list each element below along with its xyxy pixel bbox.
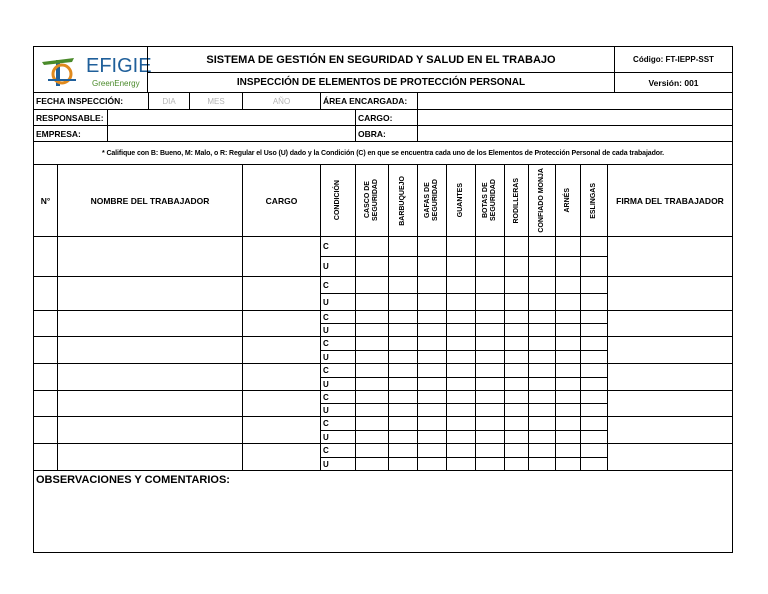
rating-cell[interactable] [504, 236, 529, 257]
row-no-cell[interactable] [33, 390, 58, 417]
logo-name: EFIGIE [86, 55, 152, 77]
rating-cell[interactable] [388, 310, 418, 324]
rating-cell[interactable] [355, 323, 389, 337]
row-no-cell[interactable] [33, 363, 58, 391]
row-cargo-cell[interactable] [242, 390, 321, 417]
rating-cell[interactable] [475, 293, 505, 311]
rating-cell[interactable] [528, 403, 556, 417]
rating-cell[interactable] [475, 310, 505, 324]
row-nombre-cell[interactable] [57, 276, 243, 311]
rating-cell[interactable] [528, 430, 556, 444]
rating-cell[interactable] [446, 363, 476, 378]
rating-cell[interactable] [475, 390, 505, 404]
rating-cell[interactable] [504, 390, 529, 404]
rating-cell[interactable] [388, 363, 418, 378]
rating-cell[interactable] [417, 416, 447, 431]
rating-cell[interactable] [528, 310, 556, 324]
ppe-header-label: RODILLERAS [512, 177, 520, 224]
rating-cell[interactable] [446, 443, 476, 458]
rating-cell[interactable] [580, 457, 608, 471]
rating-cell[interactable] [580, 430, 608, 444]
rating-cell[interactable] [528, 416, 556, 431]
rating-cell[interactable] [528, 276, 556, 294]
obra-label: OBRA: [355, 125, 418, 142]
rating-cell[interactable] [388, 276, 418, 294]
rating-cell[interactable] [417, 293, 447, 311]
rating-cell[interactable] [388, 236, 418, 257]
row-nombre-cell[interactable] [57, 443, 243, 471]
rating-cell[interactable] [555, 390, 581, 404]
ppe-header-label: CASCO DE SEGURIDAD [364, 179, 379, 222]
rating-cell[interactable] [355, 377, 389, 391]
row-cargo-cell[interactable] [242, 443, 321, 471]
rating-cell[interactable] [555, 293, 581, 311]
rating-cell[interactable] [555, 256, 581, 277]
ppe-header-9 [580, 164, 608, 237]
rating-cell[interactable] [417, 457, 447, 471]
rating-cell[interactable] [580, 293, 608, 311]
condition-u-cell: U [320, 293, 356, 311]
instruction-text: * Califique con B: Bueno, M: Malo, o R: Regular el Uso (U) dado y la Condición (C) en que se encuentra cada uno de los Elementos de Protección Personal de cada trabajador. [33, 141, 733, 165]
ppe-header-label: BOTAS DE SEGURIDAD [482, 179, 497, 222]
rating-cell[interactable] [555, 457, 581, 471]
rating-cell[interactable] [355, 403, 389, 417]
row-firma-cell[interactable] [607, 310, 733, 337]
col-cargo-header: CARGO [242, 164, 321, 237]
rating-cell[interactable] [417, 256, 447, 277]
row-firma-cell[interactable] [607, 363, 733, 391]
condition-c-cell: C [320, 336, 356, 351]
row-no-cell[interactable] [33, 310, 58, 337]
rating-cell[interactable] [475, 276, 505, 294]
rating-cell[interactable] [475, 323, 505, 337]
rating-cell[interactable] [388, 416, 418, 431]
row-cargo-cell[interactable] [242, 416, 321, 444]
rating-cell[interactable] [555, 276, 581, 294]
rating-cell[interactable] [417, 236, 447, 257]
doc-code: Código: FT-IEPP-SST [614, 46, 733, 73]
rating-cell[interactable] [555, 336, 581, 351]
ppe-header-5 [475, 164, 505, 237]
rating-cell[interactable] [355, 350, 389, 364]
rating-cell[interactable] [528, 363, 556, 378]
rating-cell[interactable] [417, 403, 447, 417]
row-no-cell[interactable] [33, 443, 58, 471]
rating-cell[interactable] [555, 363, 581, 378]
rating-cell[interactable] [555, 416, 581, 431]
ppe-header-label: ESLINGAS [590, 182, 597, 219]
rating-cell[interactable] [580, 323, 608, 337]
page-subtitle: INSPECCIÓN DE ELEMENTOS DE PROTECCIÓN PERSONAL [147, 72, 615, 93]
rating-cell[interactable] [528, 236, 556, 257]
cargo-label: CARGO: [355, 109, 418, 126]
empresa-field[interactable] [107, 125, 356, 142]
rating-cell[interactable] [355, 363, 389, 378]
rating-cell[interactable] [475, 443, 505, 458]
ppe-header-0 [320, 164, 356, 237]
rating-cell[interactable] [446, 377, 476, 391]
rating-cell[interactable] [580, 390, 608, 404]
condition-c-cell: C [320, 276, 356, 294]
rating-cell[interactable] [528, 323, 556, 337]
rating-cell[interactable] [504, 256, 529, 277]
rating-cell[interactable] [580, 276, 608, 294]
rating-cell[interactable] [388, 293, 418, 311]
condition-u-cell: U [320, 377, 356, 391]
logo-icon [38, 50, 78, 90]
row-cargo-cell[interactable] [242, 310, 321, 337]
row-nombre-cell[interactable] [57, 236, 243, 277]
ppe-header-3 [417, 164, 447, 237]
rating-cell[interactable] [555, 430, 581, 444]
doc-version: Versión: 001 [614, 72, 733, 93]
rating-cell[interactable] [528, 350, 556, 364]
ppe-header-8 [555, 164, 581, 237]
rating-cell[interactable] [555, 323, 581, 337]
anio-field[interactable]: AÑO [242, 92, 321, 110]
rating-cell[interactable] [417, 363, 447, 378]
condition-u-cell: U [320, 323, 356, 337]
rating-cell[interactable] [504, 310, 529, 324]
row-firma-cell[interactable] [607, 276, 733, 311]
rating-cell[interactable] [475, 363, 505, 378]
rating-cell[interactable] [446, 323, 476, 337]
rating-cell[interactable] [504, 403, 529, 417]
responsable-field[interactable] [107, 109, 356, 126]
rating-cell[interactable] [475, 416, 505, 431]
observaciones-box[interactable] [33, 470, 733, 553]
rating-cell[interactable] [355, 430, 389, 444]
condition-c-cell: C [320, 236, 356, 257]
rating-cell[interactable] [446, 430, 476, 444]
row-no-cell[interactable] [33, 276, 58, 311]
rating-cell[interactable] [355, 390, 389, 404]
rating-cell[interactable] [446, 350, 476, 364]
rating-cell[interactable] [388, 377, 418, 391]
condition-c-cell: C [320, 310, 356, 324]
rating-cell[interactable] [355, 256, 389, 277]
rating-cell[interactable] [355, 336, 389, 351]
rating-cell[interactable] [580, 236, 608, 257]
condition-u-cell: U [320, 457, 356, 471]
ppe-header-6 [504, 164, 529, 237]
empresa-label: EMPRESA: [33, 125, 108, 142]
rating-cell[interactable] [555, 443, 581, 458]
rating-cell[interactable] [417, 390, 447, 404]
rating-cell[interactable] [555, 350, 581, 364]
rating-cell[interactable] [555, 377, 581, 391]
rating-cell[interactable] [504, 430, 529, 444]
rating-cell[interactable] [475, 236, 505, 257]
row-cargo-cell[interactable] [242, 236, 321, 277]
row-no-cell[interactable] [33, 236, 58, 277]
mes-field[interactable]: MES [189, 92, 243, 110]
rating-cell[interactable] [504, 323, 529, 337]
rating-cell[interactable] [388, 336, 418, 351]
condition-c-cell: C [320, 390, 356, 404]
row-firma-cell[interactable] [607, 443, 733, 471]
rating-cell[interactable] [355, 293, 389, 311]
rating-cell[interactable] [475, 336, 505, 351]
rating-cell[interactable] [504, 350, 529, 364]
ppe-header-7 [528, 164, 556, 237]
page-title: SISTEMA DE GESTIÓN EN SEGURIDAD Y SALUD EN EL TRABAJO [147, 46, 615, 73]
condition-u-cell: U [320, 430, 356, 444]
rating-cell[interactable] [555, 236, 581, 257]
condition-u-cell: U [320, 256, 356, 277]
rating-cell[interactable] [528, 256, 556, 277]
rating-cell[interactable] [388, 457, 418, 471]
rating-cell[interactable] [504, 443, 529, 458]
rating-cell[interactable] [555, 403, 581, 417]
col-firma-header: FIRMA DEL TRABAJADOR [607, 164, 733, 237]
rating-cell[interactable] [528, 390, 556, 404]
rating-cell[interactable] [580, 443, 608, 458]
rating-cell[interactable] [355, 443, 389, 458]
rating-cell[interactable] [446, 276, 476, 294]
rating-cell[interactable] [355, 416, 389, 431]
rating-cell[interactable] [504, 363, 529, 378]
rating-cell[interactable] [417, 430, 447, 444]
rating-cell[interactable] [475, 377, 505, 391]
rating-cell[interactable] [580, 403, 608, 417]
rating-cell[interactable] [446, 256, 476, 277]
logo-subtitle: GreenEnergy [92, 79, 140, 88]
rating-cell[interactable] [528, 293, 556, 311]
rating-cell[interactable] [446, 457, 476, 471]
condition-c-cell: C [320, 416, 356, 431]
rating-cell[interactable] [580, 377, 608, 391]
rating-cell[interactable] [555, 310, 581, 324]
ppe-header-4 [446, 164, 476, 237]
rating-cell[interactable] [580, 310, 608, 324]
row-firma-cell[interactable] [607, 236, 733, 277]
row-nombre-cell[interactable] [57, 416, 243, 444]
area-field[interactable] [417, 92, 733, 110]
ppe-header-1 [355, 164, 389, 237]
row-firma-cell[interactable] [607, 390, 733, 417]
rating-cell[interactable] [504, 457, 529, 471]
logo-box [33, 46, 152, 93]
ppe-header-label: GUANTES [457, 183, 464, 218]
rating-cell[interactable] [528, 443, 556, 458]
row-cargo-cell[interactable] [242, 336, 321, 364]
rating-cell[interactable] [388, 350, 418, 364]
rating-cell[interactable] [528, 377, 556, 391]
row-nombre-cell[interactable] [57, 363, 243, 391]
rating-cell[interactable] [388, 443, 418, 458]
rating-cell[interactable] [388, 403, 418, 417]
row-firma-cell[interactable] [607, 416, 733, 444]
row-no-cell[interactable] [33, 416, 58, 444]
row-firma-cell[interactable] [607, 336, 733, 364]
rating-cell[interactable] [446, 403, 476, 417]
rating-cell[interactable] [528, 336, 556, 351]
rating-cell[interactable] [355, 236, 389, 257]
rating-cell[interactable] [355, 457, 389, 471]
rating-cell[interactable] [580, 350, 608, 364]
ppe-header-label: CONFIADO MONJA [538, 168, 545, 233]
rating-cell[interactable] [355, 276, 389, 294]
rating-cell[interactable] [388, 430, 418, 444]
rating-cell[interactable] [504, 293, 529, 311]
ppe-header-label: CONDICIÓN [334, 180, 341, 221]
rating-cell[interactable] [417, 377, 447, 391]
ppe-header-2 [388, 164, 418, 237]
col-nombre-header: NOMBRE DEL TRABAJADOR [57, 164, 243, 237]
rating-cell[interactable] [417, 323, 447, 337]
condition-u-cell: U [320, 350, 356, 364]
rating-cell[interactable] [417, 443, 447, 458]
rating-cell[interactable] [580, 256, 608, 277]
rating-cell[interactable] [504, 276, 529, 294]
rating-cell[interactable] [528, 457, 556, 471]
rating-cell[interactable] [355, 310, 389, 324]
rating-cell[interactable] [417, 336, 447, 351]
condition-c-cell: C [320, 363, 356, 378]
condition-c-cell: C [320, 443, 356, 458]
rating-cell[interactable] [446, 416, 476, 431]
rating-cell[interactable] [388, 390, 418, 404]
rating-cell[interactable] [446, 310, 476, 324]
rating-cell[interactable] [446, 390, 476, 404]
responsable-label: RESPONSABLE: [33, 109, 108, 126]
col-no-header: N° [33, 164, 58, 237]
rating-cell[interactable] [446, 293, 476, 311]
rating-cell[interactable] [475, 256, 505, 277]
rating-cell[interactable] [504, 336, 529, 351]
rating-cell[interactable] [580, 363, 608, 378]
rating-cell[interactable] [446, 336, 476, 351]
ppe-header-label: BARBUQUEJO [399, 175, 406, 226]
cargo-field[interactable] [417, 109, 733, 126]
rating-cell[interactable] [504, 416, 529, 431]
rating-cell[interactable] [580, 416, 608, 431]
rating-cell[interactable] [417, 310, 447, 324]
rating-cell[interactable] [475, 403, 505, 417]
condition-u-cell: U [320, 403, 356, 417]
rating-cell[interactable] [417, 350, 447, 364]
rating-cell[interactable] [417, 276, 447, 294]
rating-cell[interactable] [504, 377, 529, 391]
ppe-header-label: ARNÉS [564, 188, 571, 213]
rating-cell[interactable] [388, 323, 418, 337]
row-cargo-cell[interactable] [242, 363, 321, 391]
row-cargo-cell[interactable] [242, 276, 321, 311]
rating-cell[interactable] [475, 350, 505, 364]
rating-cell[interactable] [580, 336, 608, 351]
row-nombre-cell[interactable] [57, 336, 243, 364]
row-no-cell[interactable] [33, 336, 58, 364]
rating-cell[interactable] [475, 457, 505, 471]
dia-field[interactable]: DIA [148, 92, 190, 110]
observaciones-label: OBSERVACIONES Y COMENTARIOS: [36, 474, 230, 486]
rating-cell[interactable] [475, 430, 505, 444]
obra-field[interactable] [417, 125, 733, 142]
rating-cell[interactable] [388, 256, 418, 277]
row-nombre-cell[interactable] [57, 390, 243, 417]
row-nombre-cell[interactable] [57, 310, 243, 337]
area-label: ÁREA ENCARGADA: [320, 92, 418, 110]
fecha-label: FECHA INSPECCIÓN: [33, 92, 149, 110]
rating-cell[interactable] [446, 236, 476, 257]
ppe-header-label: GAFAS DE SEGURIDAD [424, 179, 439, 222]
